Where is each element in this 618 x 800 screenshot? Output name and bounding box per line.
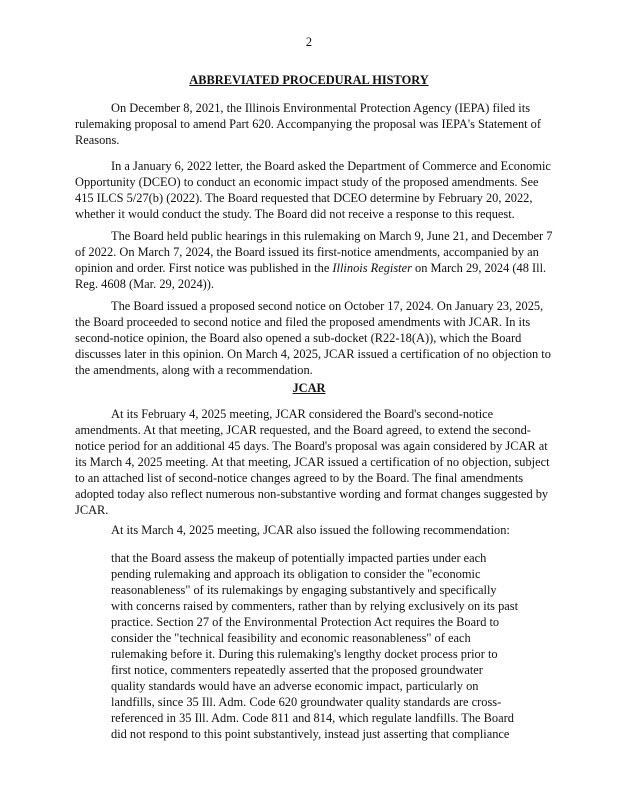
paragraph-dceo-request — [75, 158, 551, 222]
text-line: whether it would conduct the study. The Board did not receive a response to this request. — [75, 207, 515, 221]
quote-line: with concerns raised by commenters, rather than by relying exclusively on its past — [111, 599, 519, 613]
text-line: adopted today also reflect numerous non-substantive wording and format changes suggested by — [75, 487, 549, 501]
paragraph-jcar-recommendation-intro — [75, 522, 545, 538]
text-line: At its March 4, 2025 meeting, JCAR also issued the following recommendation: — [111, 523, 510, 537]
text-line: On December 8, 2021, the Illinois Environmental Protection Agency (IEPA) filed its — [111, 101, 531, 115]
quote-line: landfills, since 35 Ill. Adm. Code 620 groundwater quality standards are cross- — [111, 695, 502, 709]
paragraph-second-notice — [75, 298, 551, 378]
paragraph-jcar-meeting — [75, 406, 550, 518]
quote-line: quality standards would have an adverse economic impact, particularly on — [111, 679, 479, 693]
quote-line: did not respond to this point substantively, instead just asserting that compliance — [111, 727, 510, 741]
text-line: its March 4, 2025 meeting. At that meeting, JCAR issued a certification of no objection, subject — [75, 455, 550, 469]
text-run: on March 29, 2024 (48 Ill. — [411, 261, 547, 275]
text-line: second-notice opinion, the Board also opened a sub-docket (R22-18(A)), which the Board — [75, 331, 522, 345]
text-line: At its February 4, 2025 meeting, JCAR considered the Board's second-notice — [111, 407, 494, 421]
text-line: rulemaking proposal to amend Part 620. Accompanying the proposal was IEPA's Statement of — [75, 117, 541, 131]
text-line: The Board issued a proposed second notice on October 17, 2024. On January 23, 2025, — [111, 299, 544, 313]
quote-line: rulemaking before it. During this rulemaking's lengthy docket process prior to — [111, 647, 498, 661]
text-line: the amendments, along with a recommendation. — [75, 363, 313, 377]
text-run: opinion and order. First notice was published in the — [75, 261, 333, 275]
text-line: JCAR. — [75, 503, 109, 517]
text-line: 415 ILCS 5/27(b) (2022). The Board requested that DCEO determine by February 20, 2022, — [75, 191, 533, 205]
text-line: to an attached list of second-notice changes agreed to by the Board. The final amendments — [75, 471, 524, 485]
text-line: the Board proceeded to second notice and filed the proposed amendments with JCAR. In its — [75, 315, 531, 329]
quote-line: practice. Section 27 of the Environmental Protection Act requires the Board to — [111, 615, 500, 629]
quote-line: that the Board assess the makeup of potentially impacted parties under each — [111, 551, 487, 565]
text-line: Reg. 4608 (Mar. 29, 2024)). — [75, 277, 215, 291]
quote-line: first notice, commenters repeatedly asserted that the proposed groundwater — [111, 663, 483, 677]
paragraph-public-hearings — [75, 228, 553, 292]
text-line: of 2022. On March 7, 2024, the Board issued its first-notice amendments, accompanied by an — [75, 245, 539, 259]
text-line: amendments. At that meeting, JCAR requested, and the Board agreed, to extend the second- — [75, 423, 531, 437]
blockquote-jcar-recommendation — [111, 550, 519, 742]
text-line: Reasons. — [75, 133, 120, 147]
text-line: The Board held public hearings in this rulemaking on March 9, June 21, and December 7 — [111, 229, 553, 243]
text-line: discusses later in this opinion. On March 4, 2025, JCAR issued a certification of no objection to — [75, 347, 551, 361]
quote-line: consider the "technical feasibility and economic reasonableness" of each — [111, 631, 471, 645]
illinois-register-title: Illinois Register — [332, 261, 412, 275]
text-line: In a January 6, 2022 letter, the Board asked the Department of Commerce and Economic — [111, 159, 551, 173]
quote-line: pending rulemaking and approach its obligation to consider the "economic — [111, 567, 481, 581]
quote-line: referenced in 35 Ill. Adm. Code 811 and 814, which regulate landfills. The Board — [111, 711, 514, 725]
text-line — [75, 260, 545, 276]
quote-line: reasonableness" of its rulemakings by engaging substantively and specifically — [111, 583, 497, 597]
heading-jcar: JCAR — [292, 381, 326, 395]
page-number: 2 — [305, 35, 313, 49]
heading-procedural-history: ABBREVIATED PROCEDURAL HISTORY — [189, 73, 429, 87]
paragraph-iepa-filing — [75, 100, 545, 148]
text-line: notice period for an additional 45 days. The Board's proposal was again considered by JCAR at — [75, 439, 548, 453]
text-line: Opportunity (DCEO) to conduct an economic impact study of the proposed amendments. See — [75, 175, 539, 189]
